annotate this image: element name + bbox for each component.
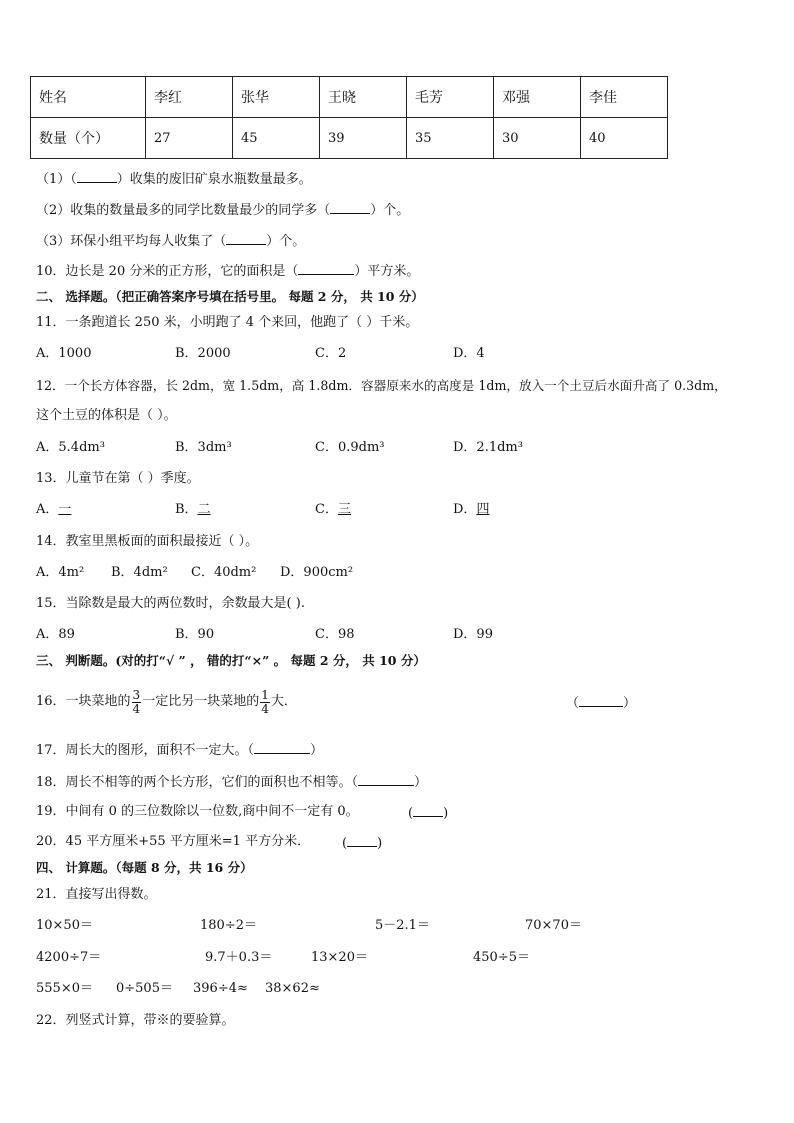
option: B．4dm² xyxy=(111,565,168,580)
option: C．98 xyxy=(315,627,355,642)
question-12-line1: 12．一个长方体容器，长 2dm，宽 1.5dm，高 1.8dm．容器原来水的高度是 1dm，放入一个土豆后水面升高了 0.3dm， xyxy=(36,378,727,393)
option: C．三 xyxy=(315,502,351,517)
option: A．5.4dm³ xyxy=(36,440,105,455)
calc-item: 4200÷7＝ xyxy=(36,950,102,965)
table-row xyxy=(31,118,668,159)
answer-blank[interactable] xyxy=(358,773,414,786)
question-20: 20．45 平方厘米+55 平方厘米=1 平方分米． xyxy=(36,834,311,849)
q9-part2: （2）收集的数量最多的同学比数量最少的同学多（ ）个。 xyxy=(36,203,410,218)
question-22: 22．列竖式计算，带※的要验算。 xyxy=(36,1013,235,1028)
fraction: $\frac{3}{4}$ xyxy=(132,687,141,716)
table-cell: 30 xyxy=(494,118,581,159)
calc-item: 0÷505＝ xyxy=(116,981,173,996)
calc-item: 396÷4≈ xyxy=(193,981,248,996)
question-16: 16．一块菜地的 $\frac{3}{4}$ 一定比另一块菜地的 $\frac{1}{4}$ 大． xyxy=(36,687,297,716)
answer-blank[interactable] xyxy=(254,741,310,754)
option: C．2 xyxy=(315,346,347,361)
answer-blank[interactable] xyxy=(579,694,623,707)
calc-item: 180÷2＝ xyxy=(200,918,257,933)
table-cell: 姓名 xyxy=(31,77,146,118)
answer-blank[interactable] xyxy=(413,804,443,817)
question-14-stem: 14．教室里黑板面的面积最接近（ ）。 xyxy=(36,534,259,549)
question-18: 18．周长不相等的两个长方形，它们的面积也不相等。（ ） xyxy=(36,775,428,790)
table-cell: 张华 xyxy=(233,77,320,118)
answer-blank[interactable] xyxy=(298,262,354,275)
option: A．一 xyxy=(36,502,72,517)
table-header-row xyxy=(31,77,668,118)
option: D．2.1dm³ xyxy=(453,440,523,455)
answer-blank[interactable] xyxy=(77,170,117,183)
fraction: $\frac{1}{4}$ xyxy=(261,687,269,716)
table-cell: 数量（个） xyxy=(31,118,146,159)
question-17: 17．周长大的图形，面积不一定大。（ ） xyxy=(36,743,324,758)
option: A．1000 xyxy=(36,346,92,361)
option: B．二 xyxy=(175,502,211,517)
calc-item: 9.7＋0.3＝ xyxy=(205,950,273,965)
option: D．99 xyxy=(453,627,493,642)
calc-item: 13×20＝ xyxy=(311,950,368,965)
table-cell: 李红 xyxy=(146,77,233,118)
table-cell: 45 xyxy=(233,118,320,159)
answer-paren: ( ) xyxy=(408,806,449,821)
q9-part1: （1）（ ）收集的废旧矿泉水瓶数量最多。 xyxy=(36,172,312,187)
calc-item: 10×50＝ xyxy=(36,918,93,933)
option: D．900cm² xyxy=(280,565,354,580)
table-cell: 40 xyxy=(581,118,668,159)
table-cell: 毛芳 xyxy=(407,77,494,118)
answer-paren: （ ） xyxy=(566,696,637,711)
question-19: 19．中间有 0 的三位数除以一位数,商中间不一定有 0。 xyxy=(36,804,359,819)
option: B．3dm³ xyxy=(175,440,232,455)
option: C．40dm² xyxy=(191,565,257,580)
table-cell: 39 xyxy=(320,118,407,159)
calc-item: 70×70＝ xyxy=(525,918,582,933)
question-11-stem: 11．一条跑道长 250 米，小明跑了 4 个来回，他跑了（ ）千米。 xyxy=(36,315,419,330)
collection-table xyxy=(30,76,668,159)
q9-part3: （3）环保小组平均每人收集了（ ）个。 xyxy=(36,234,306,249)
option: D．四 xyxy=(453,502,490,517)
question-15-stem: 15．当除数是最大的两位数时，余数最大是( ). xyxy=(36,596,305,611)
question-12-line2: 这个土豆的体积是（ ）。 xyxy=(36,408,177,423)
option: B．90 xyxy=(175,627,215,642)
option: A．4m² xyxy=(36,565,85,580)
section-3-title: 三、 判断题。(对的打“√ ” ， 错的打“×” 。 每题 2 分， 共 10 分） xyxy=(36,653,426,668)
calc-item: 555×0＝ xyxy=(36,981,93,996)
table-cell: 35 xyxy=(407,118,494,159)
calc-item: 38×62≈ xyxy=(265,981,320,996)
calc-item: 5－2.1＝ xyxy=(375,918,430,933)
question-13-stem: 13．儿童节在第（ ）季度。 xyxy=(36,471,200,486)
table-cell: 27 xyxy=(146,118,233,159)
answer-blank[interactable] xyxy=(330,201,370,214)
table-cell: 王晓 xyxy=(320,77,407,118)
answer-paren: ( ) xyxy=(342,836,383,851)
question-21-stem: 21．直接写出得数。 xyxy=(36,887,157,902)
option: A．89 xyxy=(36,627,75,642)
section-2-title: 二、 选择题。（把正确答案序号填在括号里。 每题 2 分， 共 10 分） xyxy=(36,289,424,304)
section-4-title: 四、 计算题。（每题 8 分，共 16 分） xyxy=(36,860,253,875)
table-cell: 李佳 xyxy=(581,77,668,118)
question-10: 10．边长是 20 分米的正方形，它的面积是（ ）平方米。 xyxy=(36,264,420,279)
option: B．2000 xyxy=(175,346,231,361)
answer-blank[interactable] xyxy=(347,834,377,847)
table-cell: 邓强 xyxy=(494,77,581,118)
calc-item: 450÷5＝ xyxy=(473,950,530,965)
option: C．0.9dm³ xyxy=(315,440,385,455)
option: D．4 xyxy=(453,346,485,361)
answer-blank[interactable] xyxy=(226,232,266,245)
